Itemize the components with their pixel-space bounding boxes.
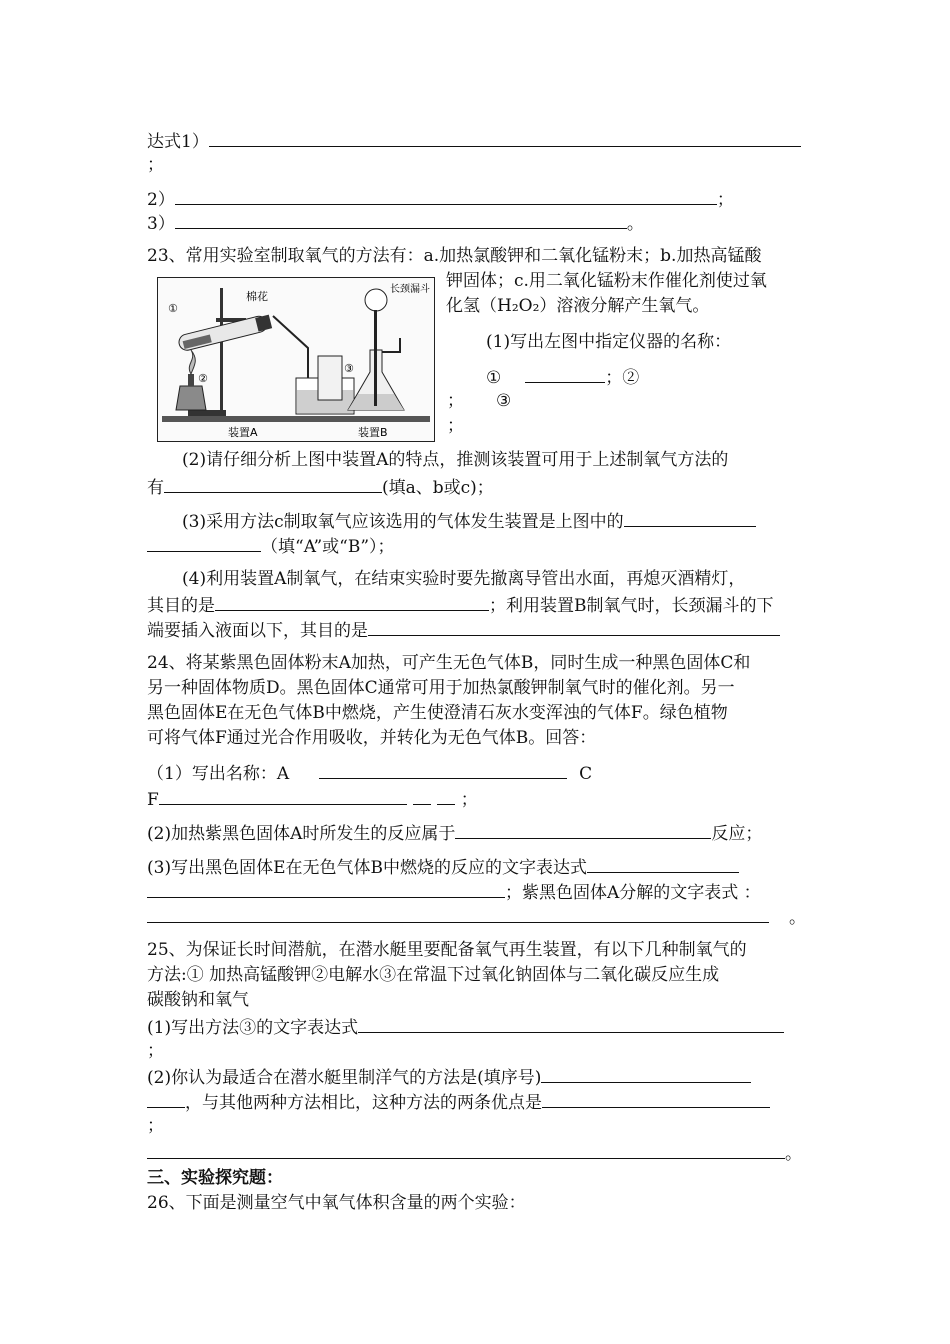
q24-stem-2: 另一种固体物质D。黑色固体C通常可用于加热氯酸钾制氧气时的催化剂。另一 bbox=[147, 678, 735, 698]
answer-blank[interactable] bbox=[147, 879, 505, 898]
alcohol-lamp bbox=[176, 386, 206, 410]
q23-stem-2: 钾固体；c.用二氧化锰粉末作催化剂使过氧 bbox=[446, 271, 767, 291]
q22-line-2: 2） ； bbox=[147, 186, 734, 210]
answer-blank[interactable] bbox=[358, 1014, 784, 1033]
q25-stem-1: 25、为保证长时间潜航，在潜水艇里要配备氧气再生装置，有以下几种制氧气的 bbox=[147, 940, 747, 960]
apparatus-diagram bbox=[158, 278, 434, 441]
answer-blank[interactable] bbox=[368, 617, 780, 636]
q24-part-3: (3)写出黑色固体E在无色气体B中燃烧的反应的文字表达式 bbox=[147, 854, 739, 878]
flask-outlet bbox=[382, 338, 400, 352]
apparatus-figure bbox=[157, 277, 435, 442]
q23-stem-1: 23、常用实验室制取氧气的方法有：a.加热氯酸钾和二氧化锰粉末；b.加热高锰酸 bbox=[147, 246, 762, 266]
answer-blank[interactable] bbox=[209, 128, 801, 147]
cotton-label: 棉花 bbox=[246, 290, 268, 303]
funnel-bulb bbox=[365, 289, 387, 311]
answer-blank[interactable] bbox=[455, 820, 711, 839]
gas-bottle bbox=[318, 356, 342, 400]
q25-part-1-end: ； bbox=[147, 1041, 164, 1061]
answer-blank[interactable] bbox=[175, 210, 627, 229]
answer-blank[interactable] bbox=[541, 1064, 751, 1083]
q22-line-1 bbox=[147, 128, 801, 152]
caption-a: 装置A bbox=[228, 426, 258, 439]
q23-part-3-answer: （填“A”或“B”）； bbox=[147, 533, 395, 557]
section-3-title: 三、实验探究题： bbox=[147, 1168, 283, 1188]
q24-part-2: (2)加热紫黑色固体A时所发生的反应属于 反应； bbox=[147, 820, 762, 844]
answer-blank[interactable] bbox=[147, 1140, 785, 1159]
q23-part-4-line-2: 其目的是 ；利用装置B制氧气时，长颈漏斗的下 bbox=[147, 592, 774, 616]
q23-part-2-answer: 有 (填a、b或c)； bbox=[147, 474, 494, 498]
answer-blank[interactable] bbox=[525, 364, 605, 383]
answer-blank[interactable] bbox=[147, 904, 769, 923]
answer-blank[interactable] bbox=[175, 186, 717, 205]
q23-part-1-line-2: ； ③ bbox=[447, 391, 512, 411]
q24-stem-3: 黑色固体E在无色气体B中燃烧，产生使澄清石灰水变浑浊的气体F。绿色植物 bbox=[147, 703, 728, 723]
lamp-flame bbox=[189, 350, 195, 374]
stand-rod bbox=[220, 288, 223, 412]
funnel-stem bbox=[374, 310, 377, 406]
label-2: ② bbox=[198, 372, 208, 385]
label-3: ③ bbox=[344, 362, 354, 375]
answer-blank[interactable] bbox=[147, 533, 261, 552]
q23-part-1-line-3: ； bbox=[447, 416, 464, 436]
q23-part-1-answers: ① ；② bbox=[486, 364, 639, 388]
q25-part-1: (1)写出方法③的文字表达式 bbox=[147, 1014, 784, 1038]
q22-line-3: 3） 。 bbox=[147, 210, 644, 234]
q24-part-3-line-2: ；紫黑色固体A分解的文字表式 ： bbox=[147, 879, 761, 903]
q25-stem-2: 方法:① 加热高锰酸钾②电解水③在常温下过氧化钠固体与二氧化碳反应生成 bbox=[147, 965, 720, 985]
funnel-label: 长颈漏斗 bbox=[390, 284, 430, 295]
q23-part-4: (4)利用装置A制氧气，在结束实验时要先撤离导管出水面，再熄灭酒精灯， bbox=[182, 569, 746, 589]
q25-part-2-line-4: 。 bbox=[147, 1140, 802, 1164]
q23-part-1: (1)写出左图中指定仪器的名称： bbox=[486, 332, 732, 352]
q24-part-1-line-2: F ； bbox=[147, 786, 478, 810]
answer-blank[interactable] bbox=[624, 508, 756, 527]
answer-blank[interactable] bbox=[587, 854, 739, 873]
q24-stem-4: 可将气体F通过光合作用吸收，并转化为无色气体B。回答： bbox=[147, 728, 597, 748]
caption-b: 装置B bbox=[358, 426, 388, 439]
q22-line-1-label: 达式1） bbox=[147, 132, 209, 152]
q24-stem-1: 24、将某紫黑色固体粉末A加热，可产生无色气体B，同时生成一种黑色固体C和 bbox=[147, 653, 751, 673]
answer-blank[interactable] bbox=[319, 760, 567, 779]
q22-line-1-end: ； bbox=[147, 155, 164, 175]
q25-stem-3: 碳酸钠和氧气 bbox=[147, 990, 249, 1010]
q25-part-2-line-2: ，与其他两种方法相比，这种方法的两条优点是 bbox=[147, 1089, 770, 1113]
q23-part-3: (3)采用方法c制取氧气应该选用的气体发生装置是上图中的 bbox=[182, 508, 756, 532]
q24-part-3-line-3: 。 bbox=[147, 904, 806, 928]
lamp-wick bbox=[188, 374, 194, 386]
answer-blank[interactable] bbox=[164, 474, 382, 493]
q23-stem-3: 化氢（H₂O₂）溶液分解产生氧气。 bbox=[446, 296, 710, 316]
answer-blank[interactable] bbox=[159, 786, 407, 805]
answer-blank[interactable] bbox=[147, 1089, 185, 1108]
q24-part-1: （1）写出名称：A C bbox=[147, 760, 592, 784]
q23-part-4-line-3: 端要插入液面以下，其目的是 bbox=[147, 617, 780, 641]
answer-blank[interactable] bbox=[542, 1089, 770, 1108]
q25-part-2-line-3: ； bbox=[147, 1116, 164, 1136]
bench bbox=[162, 416, 430, 422]
q25-part-2: (2)你认为最适合在潜水艇里制洋气的方法是(填序号) bbox=[147, 1064, 751, 1088]
answer-blank[interactable] bbox=[215, 592, 489, 611]
q23-part-2: (2)请仔细分析上图中装置A的特点，推测该装置可用于上述制氧气方法的 bbox=[182, 450, 729, 470]
label-1: ① bbox=[168, 302, 178, 315]
q26-stem: 26、下面是测量空气中氧气体积含量的两个实验： bbox=[147, 1193, 526, 1213]
